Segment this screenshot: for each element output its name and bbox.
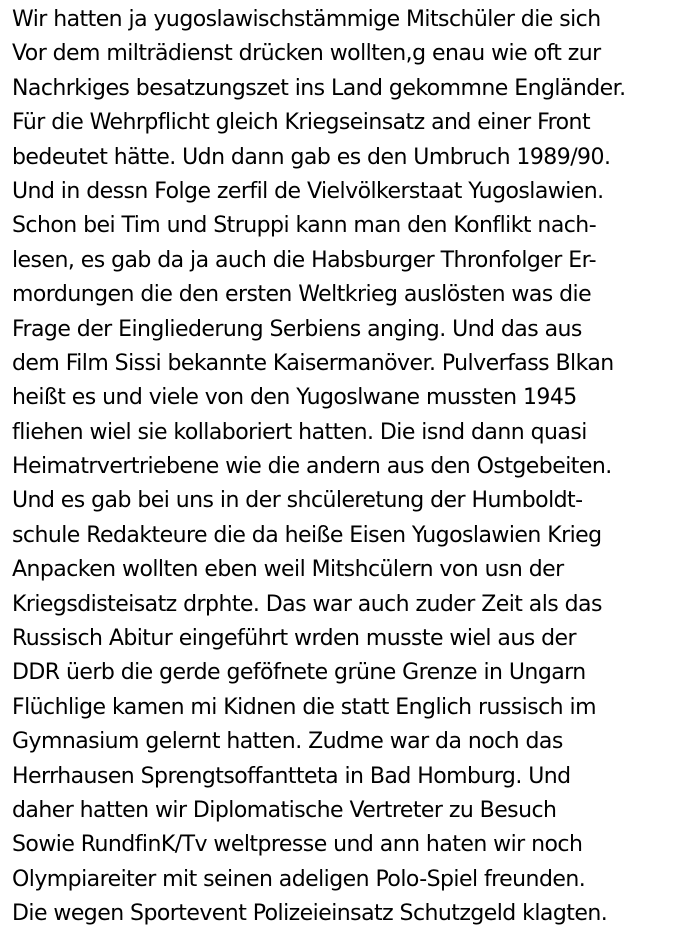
text-line: Und in dessn Folge zerfil de Vielvölkerstaat Yugoslawien.	[12, 178, 604, 204]
text-line: Schon bei Tim und Struppi kann man den Konflikt nach-	[12, 213, 597, 239]
text-line: Frage der Eingliederung Serbiens anging. Und das aus	[12, 316, 582, 342]
text-line: Vor dem milträdienst drücken wollten,g enau wie oft zur	[12, 41, 601, 67]
text-line: Russisch Abitur eingeführt wrden musste wiel aus der	[12, 626, 577, 652]
text-line: Heimatrvertriebene wie die andern aus den Ostgebeiten.	[12, 454, 612, 480]
body-text	[12, 3, 680, 932]
text-line: lesen, es gab da ja auch die Habsburger Thronfolger Er-	[12, 247, 597, 273]
text-line: DDR üerb die gerde geföfnete grüne Grenze in Ungarn	[12, 660, 586, 686]
text-line: Die wegen Sportevent Polizeieinsatz Schutzgeld klagten.	[12, 901, 608, 927]
text-line: bedeutet hätte. Udn dann gab es den Umbruch 1989/90.	[12, 144, 611, 170]
text-line: fliehen wiel sie kollaboriert hatten. Die isnd dann quasi	[12, 419, 587, 445]
text-line: Olympiareiter mit seinen adeligen Polo-Spiel freunden.	[12, 866, 586, 892]
text-line: Kriegsdisteisatz drphte. Das war auch zuder Zeit als das	[12, 591, 602, 617]
text-line: Und es gab bei uns in der shcüleretung der Humboldt-	[12, 488, 583, 514]
text-line: Flüchlige kamen mi Kidnen die statt Englich russisch im	[12, 694, 596, 720]
text-line: Sowie RundfinK/Tv weltpresse und ann haten wir noch	[12, 832, 583, 858]
text-line: heißt es und viele von den Yugoslwane mussten 1945	[12, 385, 577, 411]
text-line: Nachrkiges besatzungszet ins Land gekommne Engländer.	[12, 75, 626, 101]
text-line: Anpacken wollten eben weil Mitshcülern von usn der	[12, 557, 564, 583]
text-line: Für die Wehrpflicht gleich Kriegseinsatz and einer Front	[12, 110, 591, 136]
text-line: Gymnasium gelernt hatten. Zudme war da noch das	[12, 729, 563, 755]
text-line: daher hatten wir Diplomatische Vertreter zu Besuch	[12, 797, 557, 823]
text-line: dem Film Sissi bekannte Kaisermanöver. Pulverfass Blkan	[12, 350, 614, 376]
text-line: mordungen die den ersten Weltkrieg auslösten was die	[12, 282, 592, 308]
text-line: schule Redakteure die da heiße Eisen Yugoslawien Krieg	[12, 522, 602, 548]
text-line: Herrhausen Sprengtsoffantteta in Bad Homburg. Und	[12, 763, 571, 789]
text-line: Wir hatten ja yugoslawischstämmige Mitschüler die sich	[12, 7, 601, 32]
